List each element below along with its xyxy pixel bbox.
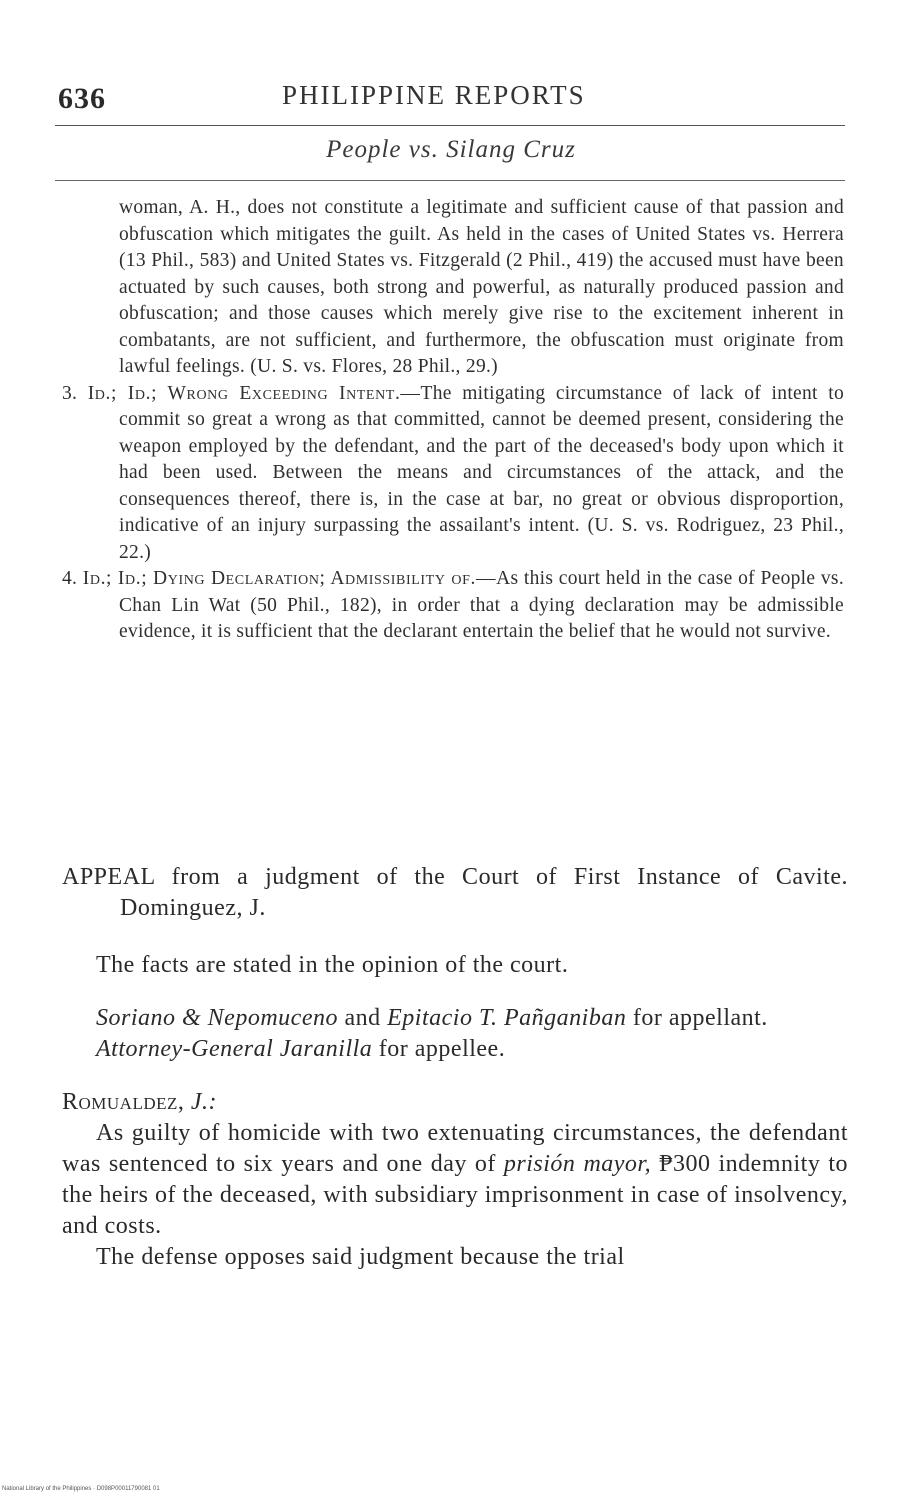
syllabus-item-number: 4. (62, 568, 78, 589)
syllabus (62, 195, 844, 646)
counsel-appellee (62, 1034, 848, 1065)
author-name: Romualdez, (62, 1089, 185, 1115)
opinion-text: As guilty of homicide with two extenuating circumstances, the defendant was sentenced to six years and one day of (62, 1120, 848, 1177)
title-rule (55, 180, 845, 181)
syllabus-item-number: 3. (62, 382, 78, 404)
counsel-appellant (62, 1003, 848, 1034)
counsel-role: for appellant. (632, 1005, 768, 1031)
page-number: 636 (58, 82, 106, 115)
counsel-conjunction: and (344, 1005, 381, 1031)
opinion-body (62, 862, 848, 1273)
counsel-role: for appellee. (378, 1036, 506, 1062)
counsel-name: Attorney-General Jaranilla (96, 1036, 373, 1062)
scan-source-note: National Library of the Philippines · D098P00011790081 01 (2, 1486, 160, 1492)
case-title: People vs. Silang Cruz (326, 136, 576, 163)
opinion-paragraph-1 (62, 1118, 848, 1242)
opinion-text: ₱300 indemnity to the heirs of the deceased, with subsidiary imprisonment in case of insolvency, and costs. (62, 1151, 849, 1239)
opinion-paragraph-2: The defense opposes said judgment because the trial (96, 1244, 625, 1270)
counsel-name: Soriano & Nepomuceno (96, 1005, 338, 1031)
appeal-line: APPEAL from a judgment of the Court of First Instance of Cavite. Dominguez, J. (62, 864, 848, 921)
counsel-name: Epitacio T. Pañganiban (387, 1005, 627, 1031)
author-title: J.: (190, 1089, 218, 1115)
syllabus-item-text: The mitigating circumstance of lack of intent to commit so great a wrong as that committed, cannot be deemed present, considering the weapon employed by the defendant, and the part of the deceased's body upon which it had been used. Between the means and circumstances of the attack, and the consequences thereof, there is, in the case at bar, no great or obvious disproportion, indicative of an injury surpassing the assailant's intent. (U. S. vs. Rodriguez, 23 Phil., 22.) (119, 382, 845, 563)
running-head: PHILIPPINE REPORTS (282, 80, 586, 110)
syllabus-item-heading: Id.; Id.; Wrong Exceeding Intent.— (87, 382, 421, 404)
syllabus-item-text: As this court held in the case of People vs. Chan Lin Wat (50 Phil., 182), in order that a dying declaration may be admissible evidence, it is sufficient that the declarant entertain the belief that he would not survive. (119, 568, 844, 642)
opinion-author (62, 1087, 848, 1118)
header-rule (55, 125, 845, 126)
syllabus-item-heading: Id.; Id.; Dying Declaration; Admissibility of.— (82, 568, 497, 589)
syllabus-item-4 (62, 566, 844, 646)
facts-line: The facts are stated in the opinion of the court. (96, 952, 569, 978)
opinion-italic-term: prisión mayor, (503, 1151, 652, 1177)
syllabus-item-3 (62, 381, 844, 567)
syllabus-continuation: woman, A. H., does not constitute a legitimate and sufficient cause of that passion and obfuscation which mitigates the guilt. As held in the cases of United States vs. Herrera (13 Phil., 583) and United States vs. Fitzgerald (2 Phil., 419) the accused must have been actuated by such causes, both strong and powerful, as naturally produced passion and obfuscation; and those causes which merely give rise to the excitement inherent in combatants, are not sufficient, and furthermore, the obfuscation must originate from lawful feelings. (U. S. vs. Flores, 28 Phil., 29.) (119, 197, 844, 377)
